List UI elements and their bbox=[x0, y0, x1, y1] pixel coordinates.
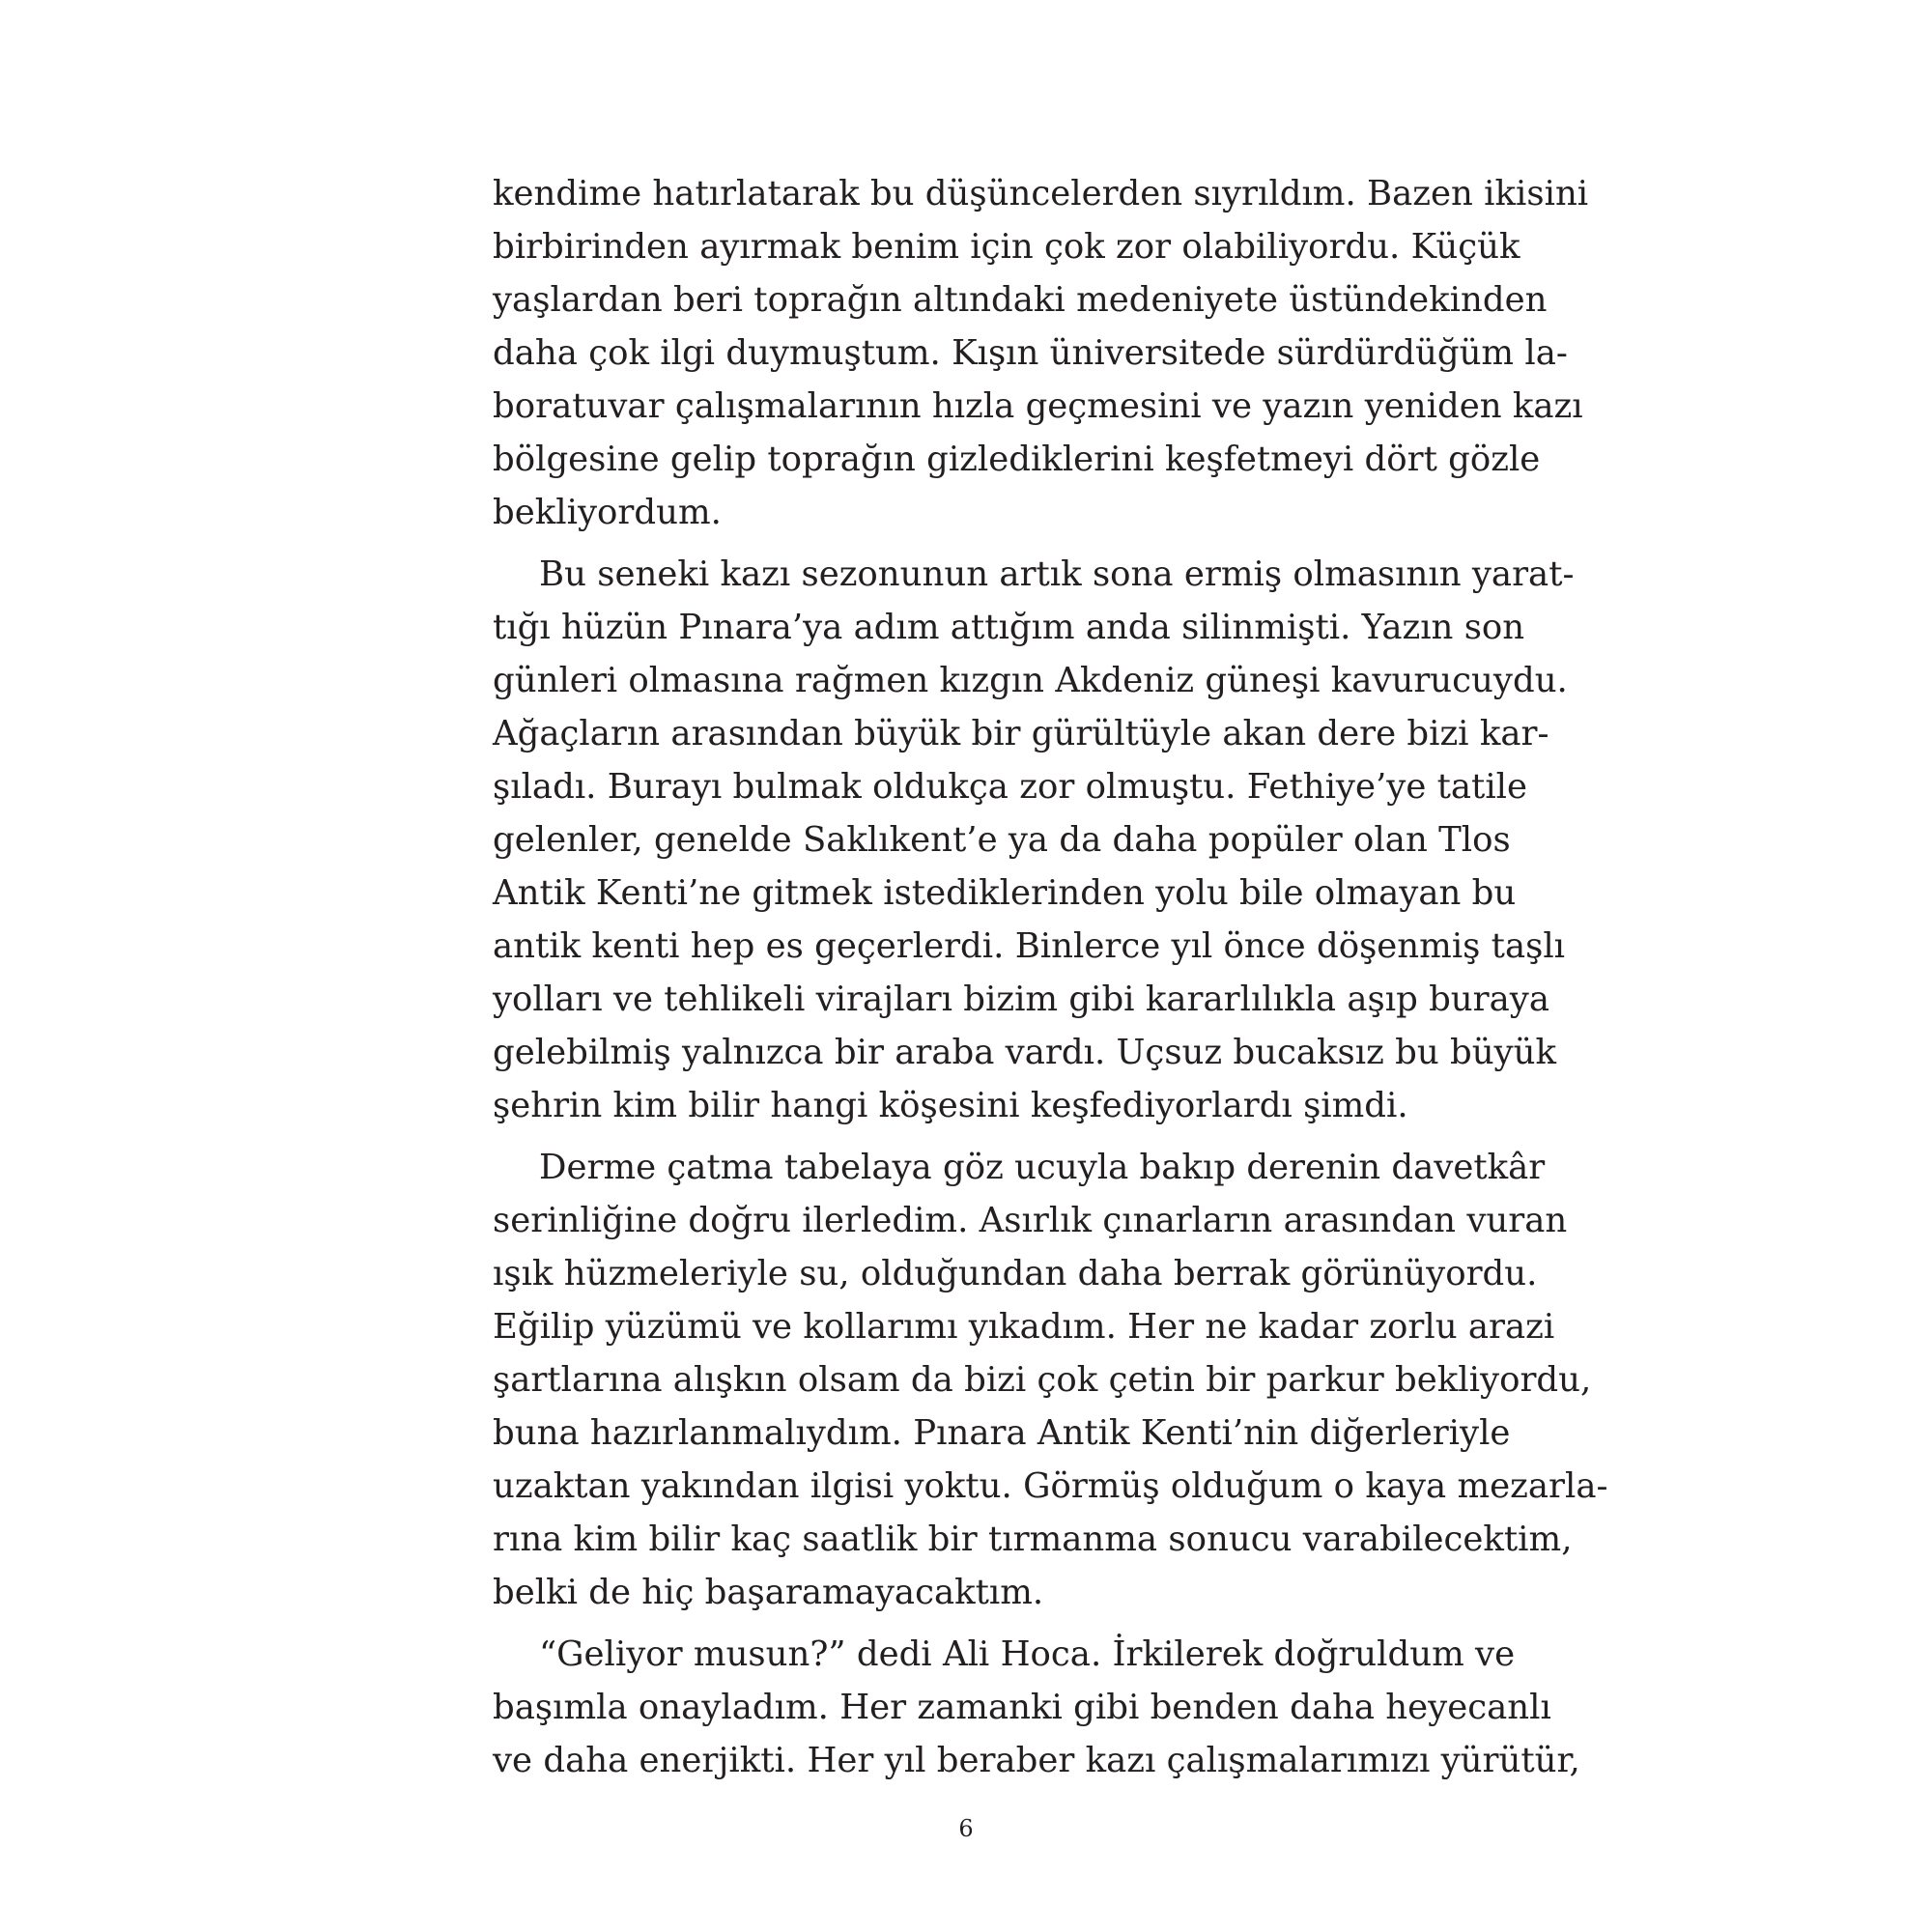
text-line: yaşlardan beri toprağın altındaki medeniyete üstündekinden bbox=[493, 280, 1548, 320]
text-line: Bu seneki kazı sezonunun artık sona ermiş olmasının yarat- bbox=[539, 554, 1575, 594]
text-line: bölgesine gelip toprağın gizlediklerini keşfetmeyi dört gözle bbox=[493, 440, 1541, 479]
text-line: Ağaçların arasından büyük bir gürültüyle akan dere bizi kar- bbox=[493, 714, 1549, 753]
text-line: antik kenti hep es geçerlerdi. Binlerce yıl önce döşenmiş taşlı bbox=[493, 926, 1566, 966]
text-line: Derme çatma tabelaya göz ucuyla bakıp derenin davetkâr bbox=[539, 1148, 1546, 1187]
text-line: şehrin kim bilir hangi köşesini keşfediyorlardı şimdi. bbox=[493, 1086, 1408, 1125]
page-number: 6 bbox=[958, 1815, 974, 1842]
text-line: rına kim bilir kaç saatlik bir tırmanma sonucu varabilecektim, bbox=[493, 1520, 1573, 1559]
text-line: ve daha enerjikti. Her yıl beraber kazı çalışmalarımızı yürütür, bbox=[493, 1741, 1580, 1780]
paragraph-gap bbox=[493, 1619, 1439, 1628]
text-line: boratuvar çalışmalarının hızla geçmesini ve yazın yeniden kazı bbox=[493, 386, 1583, 426]
text-line: tığı hüzün Pınara’ya adım attığım anda silinmişti. Yazın son bbox=[493, 608, 1525, 647]
text-line: şıladı. Burayı bulmak oldukça zor olmuştu. Fethiye’ye tatile bbox=[493, 767, 1528, 807]
text-line: gelebilmiş yalnızca bir araba vardı. Uçsuz bucaksız bu büyük bbox=[493, 1033, 1556, 1072]
text-line: Antik Kenti’ne gitmek istediklerinden yolu bile olmayan bu bbox=[493, 873, 1517, 913]
text-line: “Geliyor musun?” dedi Ali Hoca. İrkilerek doğruldum ve bbox=[539, 1634, 1516, 1674]
body-text bbox=[493, 167, 1608, 1787]
text-line: günleri olmasına rağmen kızgın Akdeniz güneşi kavurucuydu. bbox=[493, 661, 1568, 700]
text-line: kendime hatırlatarak bu düşüncelerden sıyrıldım. Bazen ikisini bbox=[493, 174, 1589, 213]
text-line: başımla onayladım. Her zamanki gibi benden daha heyecanlı bbox=[493, 1688, 1551, 1727]
paragraph-gap bbox=[493, 539, 1439, 548]
text-line: belki de hiç başaramayacaktım. bbox=[493, 1573, 1044, 1612]
text-line: yolları ve tehlikeli virajları bizim gibi kararlılıkla aşıp buraya bbox=[493, 980, 1550, 1019]
text-line: birbirinden ayırmak benim için çok zor olabiliyordu. Küçük bbox=[493, 227, 1520, 267]
text-line: ışık hüzmeleriyle su, olduğundan daha berrak görünüyordu. bbox=[493, 1254, 1538, 1293]
paragraph-gap bbox=[493, 1132, 1439, 1141]
text-line: buna hazırlanmalıydım. Pınara Antik Kenti’nin diğerleriyle bbox=[493, 1413, 1511, 1453]
text-line: şartlarına alışkın olsam da bizi çok çetin bir parkur bekliyordu, bbox=[493, 1360, 1592, 1400]
text-line: gelenler, genelde Saklıkent’e ya da daha popüler olan Tlos bbox=[493, 820, 1511, 860]
text-line: bekliyordum. bbox=[493, 493, 722, 532]
text-line: serinliğine doğru ilerledim. Asırlık çınarların arasından vuran bbox=[493, 1201, 1568, 1240]
text-line: Eğilip yüzümü ve kollarımı yıkadım. Her ne kadar zorlu arazi bbox=[493, 1307, 1555, 1347]
text-line: uzaktan yakından ilgisi yoktu. Görmüş olduğum o kaya mezarla- bbox=[493, 1466, 1608, 1506]
text-line: daha çok ilgi duymuştum. Kışın üniversitede sürdürdüğüm la- bbox=[493, 333, 1568, 373]
